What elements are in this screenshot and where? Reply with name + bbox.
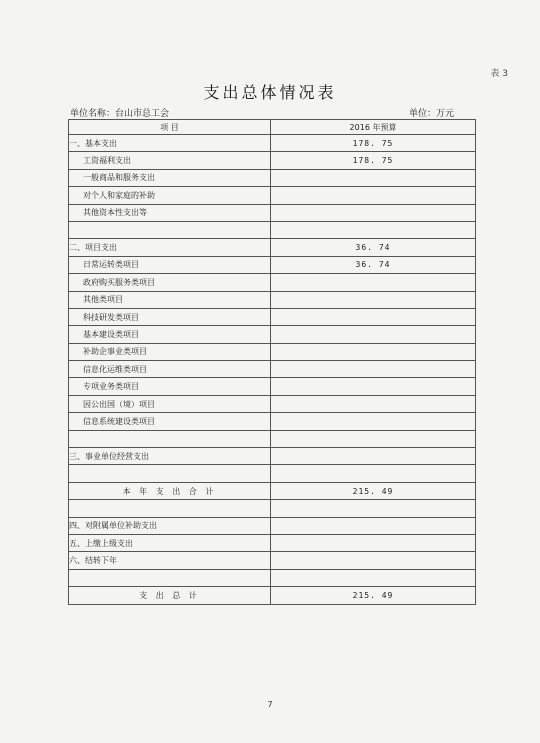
row-value: 178. 75	[271, 152, 476, 169]
table-row	[69, 169, 476, 186]
expenditure-table	[68, 119, 476, 605]
table-row	[69, 482, 476, 499]
row-label: 专项业务类项目	[69, 378, 271, 395]
row-label: 补助企事业类项目	[69, 343, 271, 360]
table-row	[69, 239, 476, 256]
row-label: 工资福利支出	[69, 152, 271, 169]
page-title: 支出总体情况表	[203, 83, 337, 102]
table-row	[69, 152, 476, 169]
table-row	[69, 378, 476, 395]
row-label: 信息系统建设类项目	[69, 413, 271, 430]
row-label: 四、对附属单位补助支出	[69, 517, 271, 534]
row-value	[271, 221, 476, 238]
row-label	[69, 465, 271, 482]
row-label: 信息化运维类项目	[69, 361, 271, 378]
header-budget: 2016 年预算	[271, 120, 476, 135]
row-label: 基本建设类项目	[69, 326, 271, 343]
row-label: 因公出国（境）项目	[69, 395, 271, 412]
table-row	[69, 361, 476, 378]
row-label: 其他资本性支出等	[69, 204, 271, 221]
row-label: 三、事业单位经营支出	[69, 448, 271, 465]
row-label: 其他类项目	[69, 291, 271, 308]
table-row	[69, 587, 476, 604]
table-row	[69, 204, 476, 221]
header-item: 项 目	[69, 120, 271, 135]
row-label: 五、上缴上级支出	[69, 534, 271, 551]
row-value	[271, 169, 476, 186]
row-value	[271, 395, 476, 412]
row-value: 36. 74	[271, 239, 476, 256]
row-value	[271, 326, 476, 343]
row-value	[271, 500, 476, 517]
table-row	[69, 552, 476, 569]
table-row	[69, 221, 476, 238]
row-value	[271, 448, 476, 465]
table-row	[69, 308, 476, 325]
row-value	[271, 465, 476, 482]
row-label: 二、项目支出	[69, 239, 271, 256]
row-value	[271, 361, 476, 378]
row-value	[271, 517, 476, 534]
row-label: 一般商品和服务支出	[69, 169, 271, 186]
unit-info-row	[70, 106, 478, 118]
row-value: 178. 75	[271, 135, 476, 152]
row-label: 支 出 总 计	[69, 587, 271, 604]
row-value	[271, 187, 476, 204]
row-label: 科技研发类项目	[69, 308, 271, 325]
table-row	[69, 135, 476, 152]
table-row	[69, 256, 476, 273]
table-row	[69, 430, 476, 447]
row-label	[69, 500, 271, 517]
table-row	[69, 517, 476, 534]
row-value	[271, 534, 476, 551]
row-value	[271, 378, 476, 395]
row-label: 一、基本支出	[69, 135, 271, 152]
row-value	[271, 308, 476, 325]
row-value	[271, 413, 476, 430]
table-row	[69, 534, 476, 551]
page-number: 7	[267, 700, 273, 709]
row-label: 日常运转类项目	[69, 256, 271, 273]
unit-name: 单位名称：台山市总工会	[70, 109, 170, 119]
row-value	[271, 204, 476, 221]
table-row	[69, 413, 476, 430]
row-label: 本 年 支 出 合 计	[69, 482, 271, 499]
table-row	[69, 274, 476, 291]
row-value	[271, 430, 476, 447]
row-label	[69, 569, 271, 586]
row-value	[271, 274, 476, 291]
unit-label: 单位：万元	[408, 109, 454, 119]
table-row	[69, 343, 476, 360]
row-label: 对个人和家庭的补助	[69, 187, 271, 204]
row-value	[271, 569, 476, 586]
table-row	[69, 395, 476, 412]
row-value	[271, 343, 476, 360]
table-row	[69, 291, 476, 308]
row-value	[271, 552, 476, 569]
row-value: 215. 49	[271, 587, 476, 604]
row-label	[69, 430, 271, 447]
table-row	[69, 465, 476, 482]
row-value: 36. 74	[271, 256, 476, 273]
table-row	[69, 500, 476, 517]
row-label: 政府购买服务类项目	[69, 274, 271, 291]
row-value	[271, 291, 476, 308]
table-number: 表 3	[490, 69, 508, 79]
row-label	[69, 221, 271, 238]
table-header-row	[69, 120, 476, 135]
table-row	[69, 569, 476, 586]
row-label: 六、结转下年	[69, 552, 271, 569]
row-value: 215. 49	[271, 482, 476, 499]
table-row	[69, 326, 476, 343]
table-row	[69, 187, 476, 204]
table-row	[69, 448, 476, 465]
